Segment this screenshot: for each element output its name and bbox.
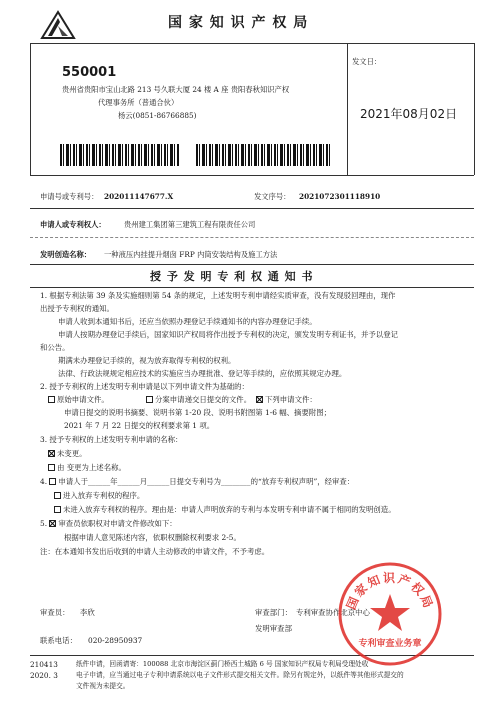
office-name: 国 家 知 识 产 权 局	[168, 15, 309, 31]
phone: 020-28950937	[88, 636, 143, 645]
examiner: 李欣	[80, 608, 95, 617]
option-original: 原始申请文件。	[48, 396, 109, 403]
notice-line: 3. 授予专利权的上述发明专利申请的名称：	[40, 435, 183, 444]
applicant-label: 申请人或专利权人：	[40, 220, 106, 229]
notice-line: 根据申请人意见陈述内容，依职权删除权利要求 2-5。	[64, 533, 241, 542]
notice-line: 期满未办理登记手续的，视为放弃取得专利权的权利。	[58, 356, 236, 365]
checkbox-original[interactable]	[48, 396, 55, 403]
checkbox-following-checked[interactable]	[256, 396, 263, 403]
checkbox-changed[interactable]	[48, 464, 55, 471]
dept-value: 专利审查协作北京中心	[296, 608, 370, 617]
barcode-right	[196, 144, 332, 166]
invention-title: 一种液压内挂提升烟囱 FRP 内筒安装结构及施工方法	[104, 250, 278, 259]
checkbox-amend-checked[interactable]	[49, 520, 56, 527]
option-divisional: 分案申请递交日提交的文件。	[146, 396, 251, 403]
official-seal	[336, 560, 444, 668]
app-no: 202011147677.X	[104, 192, 174, 201]
footer-note-2: 电子申请，应当通过电子专利申请系统以电子文件形式提交相关文件。除另有规定外，以纸件等其他形式提交的	[76, 671, 404, 679]
phone-label: 联系电话：	[40, 636, 77, 645]
applicant: 贵州建工集团第三建筑工程有限责任公司	[124, 220, 256, 229]
section-5: 5. 审查员依职权对申请文件修改如下：	[40, 519, 177, 528]
form-code: 210413	[30, 660, 58, 669]
checkbox-divisional[interactable]	[146, 396, 153, 403]
option-waiver-not-entered: 未进入放弃专利权的程序。理由是：申请人声明放弃的专利与本发明专利申请不属于相同的发明创造。	[54, 506, 396, 513]
dept-label: 审查部门：	[255, 608, 292, 617]
notice-line: 申请日提交的说明书摘要、说明书第 1-20 段、说明书附图第 1-6 幅、摘要附图；	[64, 408, 332, 417]
barcode-left	[60, 144, 180, 166]
notice-line: 和公告。	[40, 343, 70, 352]
option-following: 下列申请文件：	[256, 396, 317, 403]
mail-recipient: 杨云(0851-86766885)	[118, 111, 197, 120]
notice-heading: 授 予 发 明 专 利 权 通 知 书	[150, 270, 314, 283]
issue-date: 2021年08月02日	[360, 107, 458, 121]
form-version: 2020. 3	[30, 671, 58, 680]
cnipa-logo	[38, 8, 78, 42]
checkbox-waiver[interactable]	[49, 478, 56, 485]
section-4: 4. 申请人于______年______月______日提交专利号为________的“放弃专利权声明”，经审查：	[40, 477, 355, 486]
notice-line: 申请人收到本通知书后，还应当依照办理登记手续通知书的内容办理登记手续。	[58, 317, 317, 326]
notice-note: 注：在本通知书发出后收到的申请人主动修改的申请文件，不予考虑。	[40, 547, 270, 556]
seal-text-top: 国家知识产权局	[343, 571, 437, 612]
notice-line: 1. 根据专利法第 39 条及实施细则第 54 条的规定，上述发明专利申请经实质审查，没有发现驳回理由，现作	[40, 291, 396, 300]
option-unchanged: 未变更。	[48, 450, 87, 457]
notice-line: 2021 年 7 月 22 日提交的权利要求第 1 项。	[64, 421, 215, 430]
issue-date-label: 发文日：	[352, 57, 382, 66]
option-waiver-entered: 进入放弃专利权的程序。	[54, 492, 144, 499]
mail-address-line2: 代理事务所（普通合伙）	[98, 98, 179, 107]
checkbox-unchanged-checked[interactable]	[48, 450, 55, 457]
notice-line: 出授予专利权的通知。	[40, 304, 114, 313]
notice-line: 2. 授予专利权的上述发明专利申请是以下列申请文件为基础的：	[40, 382, 249, 391]
mail-address-line1: 贵州省贵阳市宝山北路 213 号久联大厦 24 楼 A 座 贵阳春秋知识产权	[62, 85, 290, 94]
footer-note-1: 纸件申请，回函请寄：100088 北京市海淀区蓟门桥西土城路 6 号 国家知识产权局专利局受理处收	[76, 660, 369, 668]
dept-line2: 发明审查部	[255, 624, 292, 633]
notice-line: 法律、行政法规规定相应技术的实施应当办理批准、登记等手续的，应依照其规定办理。	[58, 369, 347, 378]
checkbox-waiver-not-entered[interactable]	[54, 506, 61, 513]
serial: 2021072301118910	[299, 192, 381, 201]
notice-line: 申请人按期办理登记手续后，国家知识产权局将作出授予专利权的决定，颁发发明专利证书，并予以登记	[58, 330, 398, 339]
footer-note-3: 文件视为未提交。	[76, 682, 130, 690]
postal-code: 550001	[62, 65, 117, 80]
app-no-label: 申请号或专利号：	[40, 192, 99, 201]
option-changed: 由 变更为上述名称。	[48, 464, 126, 471]
examiner-label: 审查员：	[40, 608, 70, 617]
serial-label: 发文序号：	[254, 192, 291, 201]
checkbox-waiver-entered[interactable]	[54, 492, 61, 499]
seal-text-bottom: 专利审查业务章	[358, 639, 422, 649]
title-label: 发明创造名称：	[40, 250, 92, 259]
